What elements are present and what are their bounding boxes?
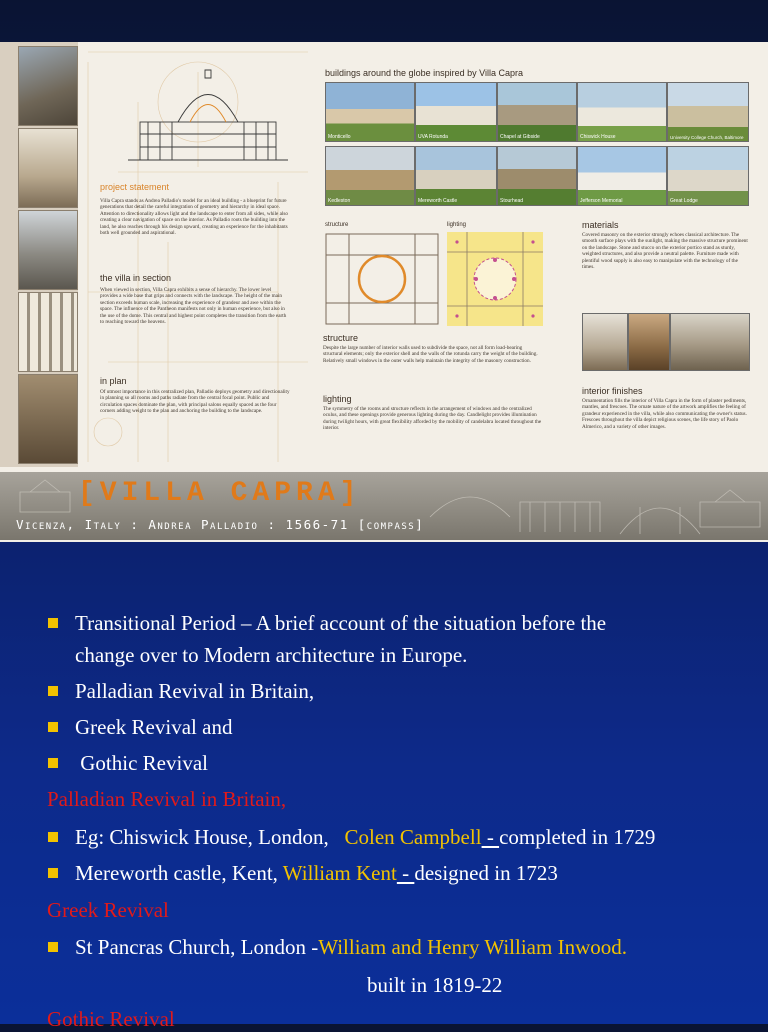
square-bullet-icon xyxy=(48,832,58,842)
villa-capra-poster xyxy=(0,42,768,542)
left-photo-strip xyxy=(0,42,78,467)
villa-section-drawing xyxy=(128,70,288,160)
building-photo: University College Church, Baltimore xyxy=(667,82,749,142)
building-photo: Jefferson Memorial xyxy=(577,146,667,206)
square-bullet-icon xyxy=(48,868,58,878)
building-photo: Stourhead xyxy=(497,146,577,206)
materials-text: Covered masonry on the exterior strongly echoes classical architecture. The smooth surface plays with the sunlight, making the massive structure prominent on the landscape. Stone and stucco on the exterior portico stand as sturdy, weighted structures, and also provide a neutral palette. Furniture made with plentiful wood supply is also easy to manipulate with the technology of the times. xyxy=(582,232,748,271)
interior-finishes-heading: interior finishes xyxy=(582,386,643,396)
building-photo: Mereworth Castle xyxy=(415,146,497,206)
building-photo: Chiswick House xyxy=(577,82,667,142)
square-bullet-icon xyxy=(48,722,58,732)
interior-photo xyxy=(628,313,670,371)
title-band xyxy=(0,472,768,540)
structure-diagram-label: structure xyxy=(325,222,349,228)
villa-section-text: When viewed in section, Villa Capra exhibits a sense of hierarchy. The lower level provides a wide base that grips and connects with the landscape. The height of the main section exceeds human scale, increasing the experience of grandeur and awe within the space. The influence of the Pantheon manifests not only in human experience, but also in the use of the dome. This central and highest point completes the transition from the earth to reaching toward the heavens. xyxy=(100,287,287,326)
villa-columns-photo xyxy=(18,292,78,372)
villa-statue-photo xyxy=(18,210,78,290)
square-bullet-icon xyxy=(48,942,58,952)
materials-heading: materials xyxy=(582,220,619,230)
buildings-heading: buildings around the globe inspired by Villa Capra xyxy=(325,68,523,78)
building-photo: UVA Rotunda xyxy=(415,82,497,142)
villa-portico-photo xyxy=(18,128,78,208)
building-photo: Monticello xyxy=(325,82,415,142)
interior-photo xyxy=(582,313,628,371)
project-statement-text: Villa Capra stands as Andrea Palladio's model for an ideal building - a blueprint for future generations that detail the careful integration of geometry and hierarchy in ideal space. Attention to directionality allows light and the landscape to enter from all sides, while also creating a clear navigation of space on the interior. As Palladio roots the building into the land, he also reaches through his design upward, creating an experience for the inhabitants both well grounded and aspirational. xyxy=(100,198,289,237)
structure-plan-diagram xyxy=(322,230,442,328)
plan-text: Of utmost importance in this centralized plan, Palladio deploys geometry and directionality in planning so all rooms and paths radiate from the central focal point. Public and circulation spaces dominate the plan, with principal salons equally spaced as the four corners adding weight to the plan and anchoring the building to the landscape. xyxy=(100,389,290,415)
building-photo: Great Lodge xyxy=(667,146,749,206)
square-bullet-icon xyxy=(48,686,58,696)
building-photo: Chapel at Gibside xyxy=(497,82,577,142)
villa-interior-photo xyxy=(18,374,78,464)
interior-finishes-text: Ornamentation fills the interior of Villa Capra in the form of plaster pediments, mantles, and frescoes. The ornate nature of the artwork amplifies the feeling of grandeur experienced in the villa, while also communicating the owner's status. Frescoes throughout the villa depict religious scenes, the life story of Paolo Almerico, and a variety of other images. xyxy=(582,398,747,430)
lighting-heading: lighting xyxy=(323,394,352,404)
villa-exterior-photo xyxy=(18,46,78,126)
square-bullet-icon xyxy=(48,618,58,628)
square-bullet-icon xyxy=(48,758,58,768)
project-statement-heading: project statement xyxy=(100,182,170,192)
building-photo: Kedleston xyxy=(325,146,415,206)
villa-capra-subtitle: Vicenza, Italy : Andrea Palladio : 1566-71 [compass] xyxy=(16,517,425,532)
interior-photo xyxy=(670,313,750,371)
villa-section-heading: the villa in section xyxy=(100,273,172,283)
structure-text: Despite the large number of interior walls used to subdivide the space, not all form load-bearing structural elements; only the exterior shell and the walls of the rotunda carry the weight of the building. Relatively small windows in the outer walls help maintain the integrity of the masonry construction. xyxy=(323,345,538,364)
villa-capra-title: [VILLA CAPRA] xyxy=(78,478,362,509)
structure-heading: structure xyxy=(323,333,359,343)
lighting-text: The symmetry of the rooms and structure reflects in the arrangement of windows and the centralized oculus, and these openings provide generous lighting during the day. Candlelight provides illumination during twilight hours, with great flexibility afforded by the mobility of candelabra located throughout the interior. xyxy=(323,406,542,432)
lighting-plan-diagram xyxy=(445,230,545,328)
plan-heading: in plan xyxy=(100,376,127,386)
lighting-diagram-label: lighting xyxy=(447,222,467,228)
